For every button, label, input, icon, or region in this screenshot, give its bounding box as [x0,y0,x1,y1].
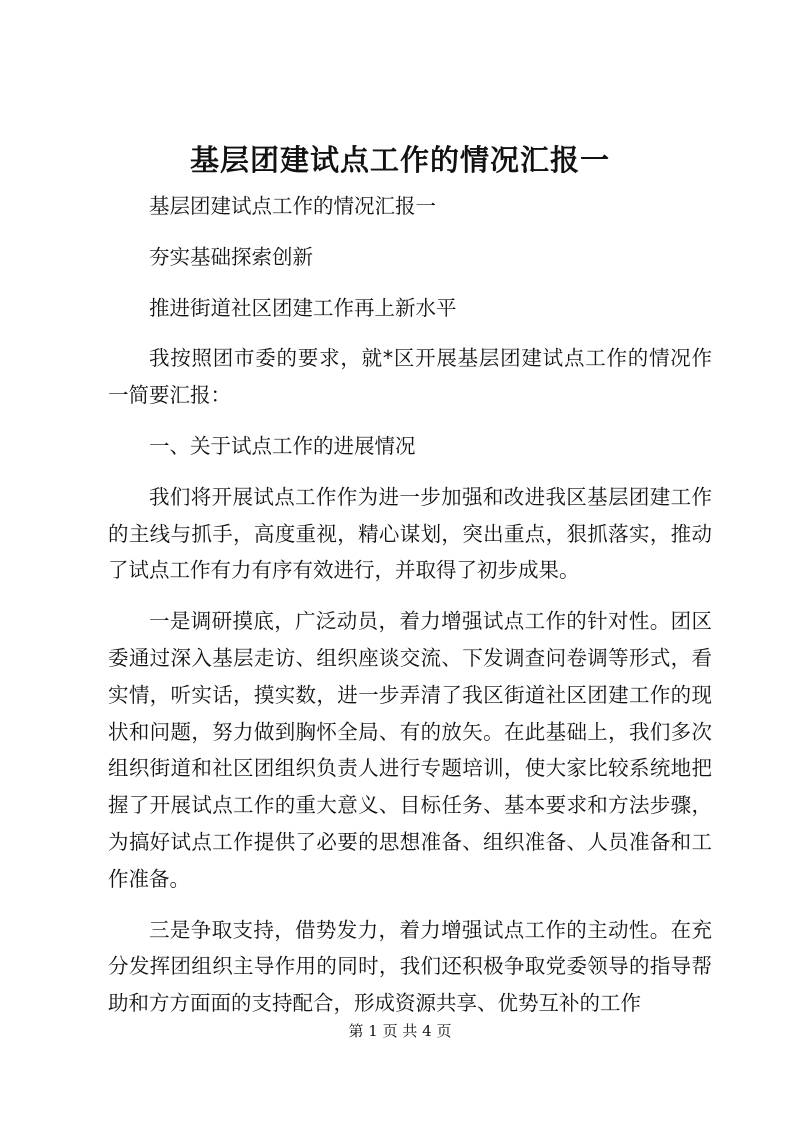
paragraph-progress: 我们将开展试点工作作为进一步加强和改进我区基层团建工作的主线与抓手，高度重视，精心谋划，突出重点，狠抓落实，推动了试点工作有力有序有效进行，并取得了初步成果。 [108,484,712,583]
paragraph-intro: 我按照团市委的要求，就*区开展基层团建试点工作的情况作一简要汇报： [108,346,712,408]
section-heading-1: 一、关于试点工作的进展情况 [149,433,416,458]
paragraph-point-3: 三是争取支持，借势发力，着力增强试点工作的主动性。在充分发挥团组织主导作用的同时，我们还积极争取党委领导的指导帮助和方方面面的支持配合，形成资源共享、优势互补的工作 [108,917,712,1016]
page-footer: 第 1 页 共 4 页 [348,1022,452,1040]
paragraph-repeat-title: 基层团建试点工作的情况汇报一 [149,194,436,218]
page-title: 基层团建试点工作的情况汇报一 [189,143,610,177]
paragraph-subtitle-2: 推进街道社区团建工作再上新水平 [149,295,457,320]
document-body [108,188,712,1036]
paragraph-subtitle-1: 夯实基础探索创新 [149,244,313,269]
paragraph-point-1: 一是调研摸底，广泛动员，着力增强试点工作的针对性。团区委通过深入基层走访、组织座谈交流、下发调查问卷调等形式，看实情，听实话，摸实数，进一步弄清了我区街道社区团建工作的现状和问题，努力做到胸怀全局、有的放矢。在此基础上，我们多次组织街道和社区团组织负责人进行专题培训，使大家比较系统地把握了开展试点工作的重大意义、目标任务、基本要求和方法步骤，为搞好试点工作提供了必要的思想准备、组织准备、人员准备和工作准备。 [108,609,712,891]
